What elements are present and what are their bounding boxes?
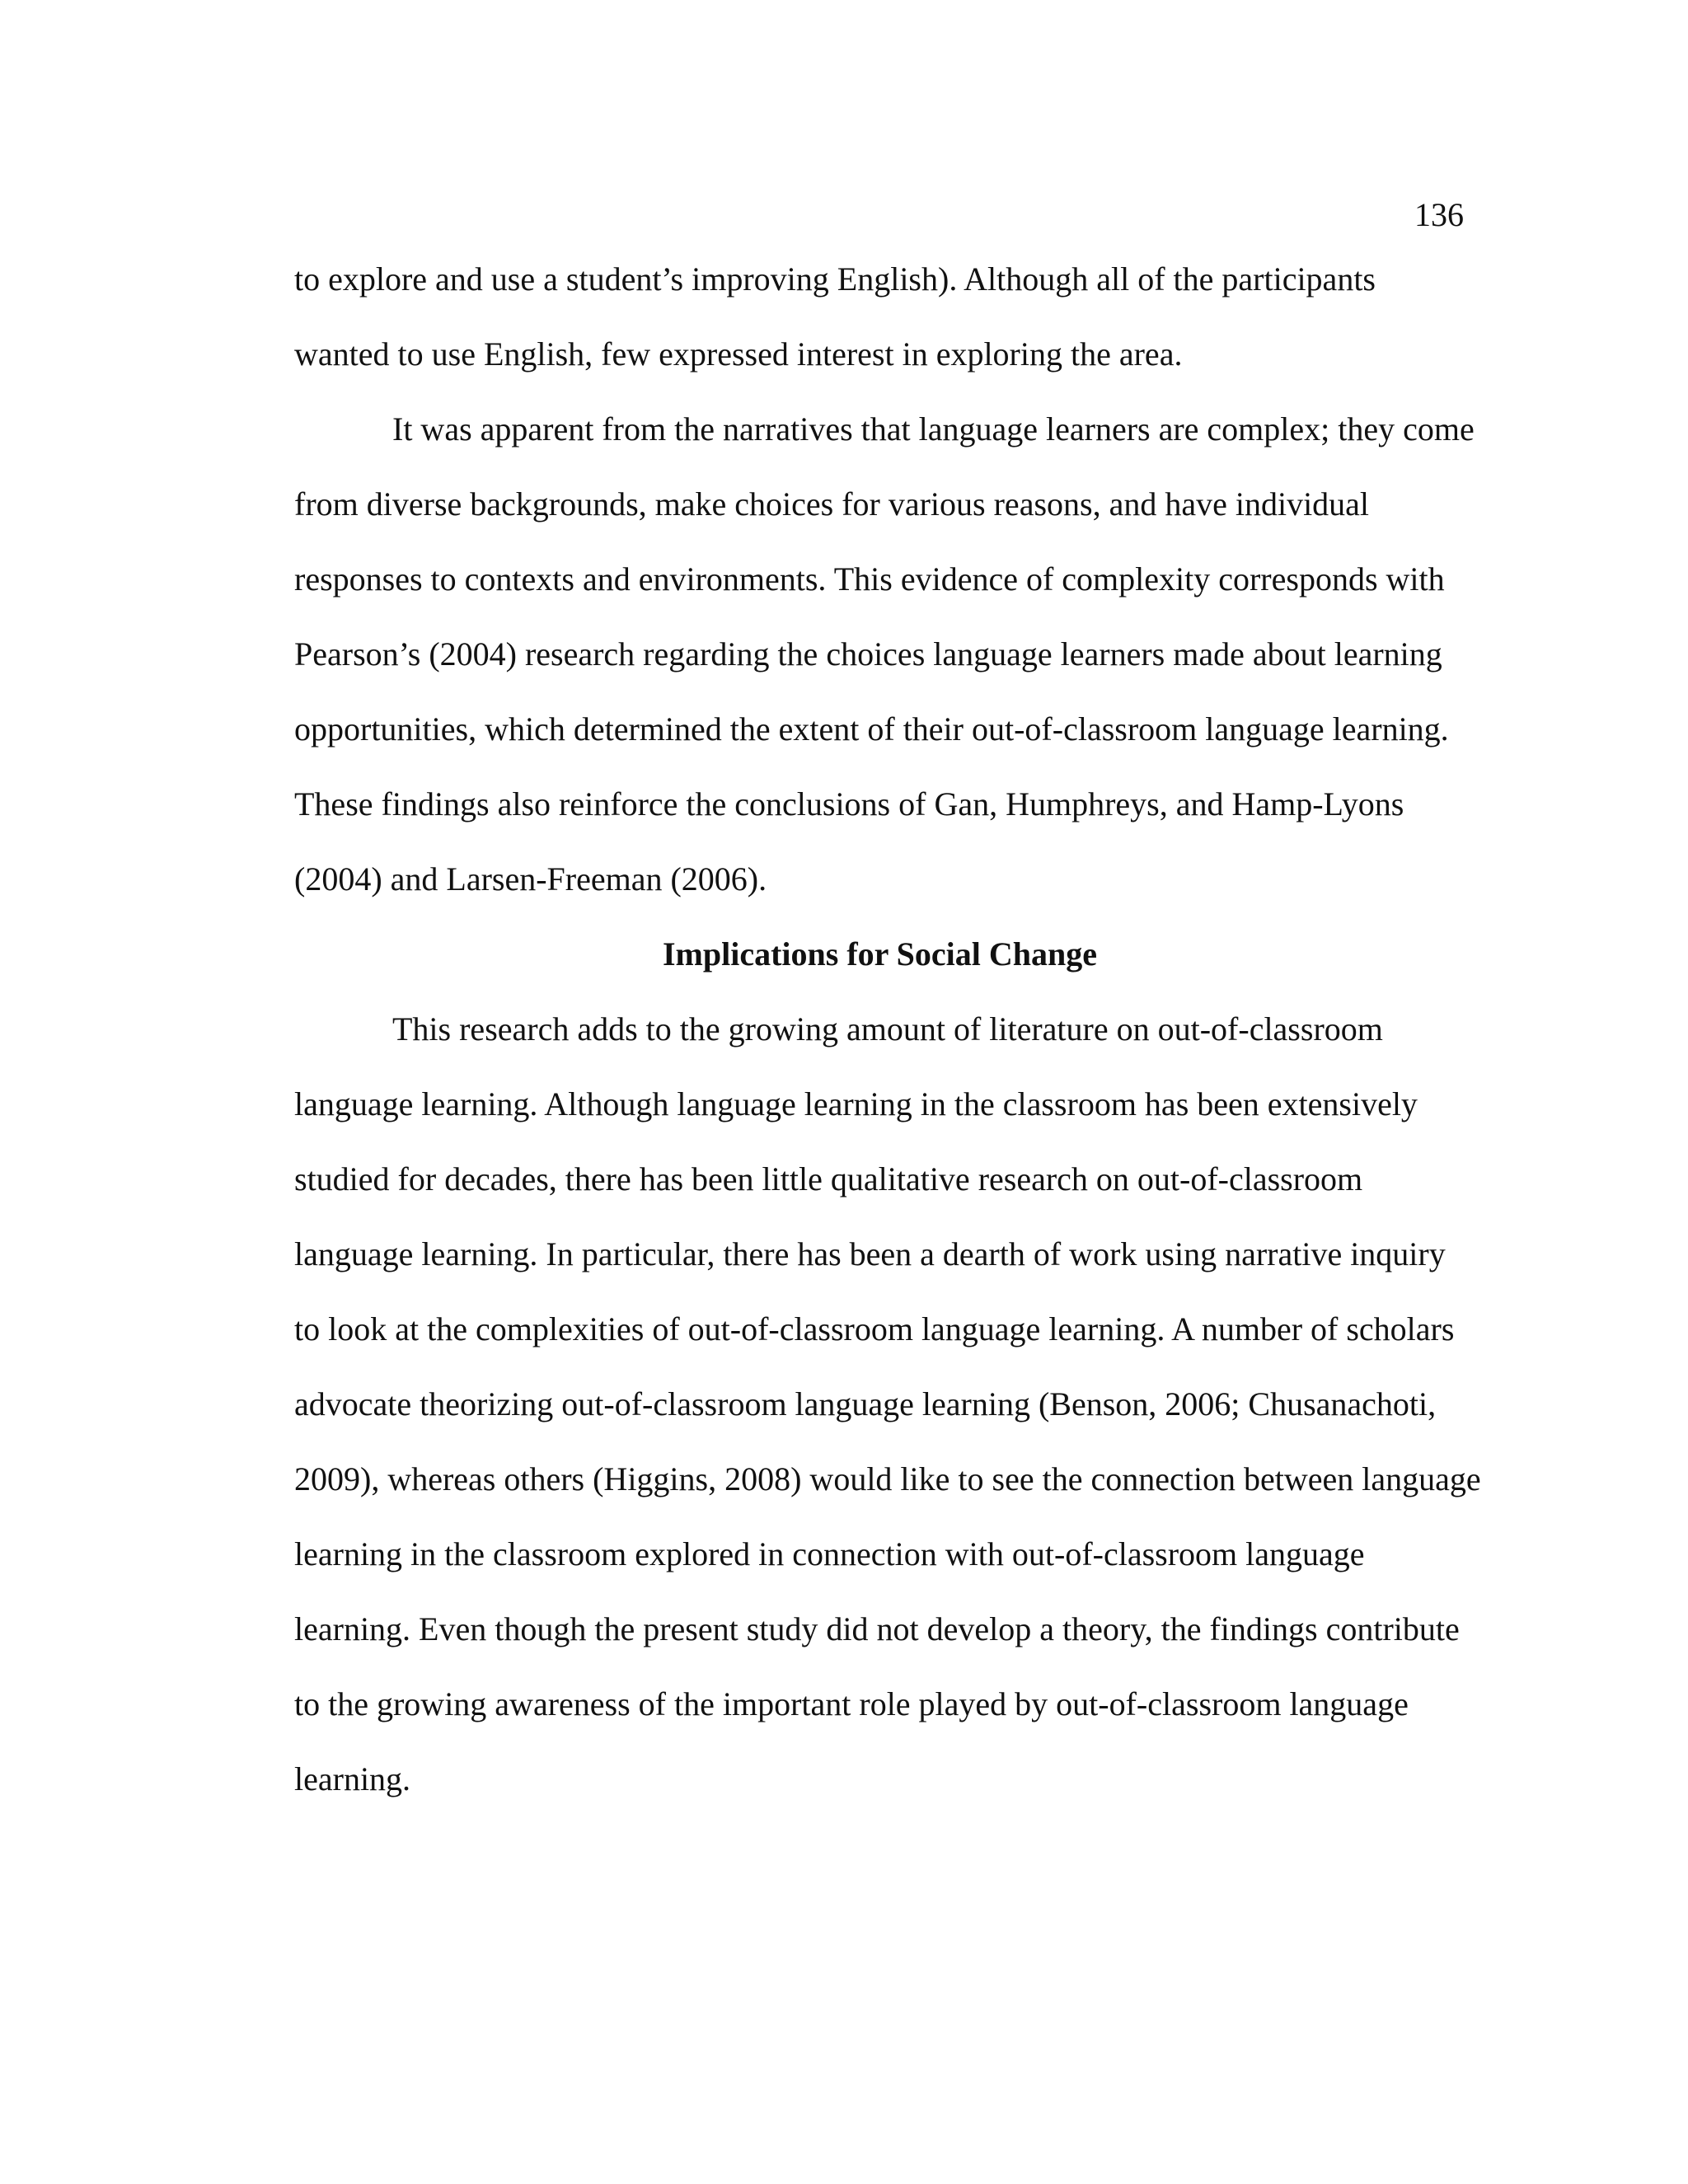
text-line: language learning. In particular, there has been a dearth of work using narrative inquiry <box>294 1235 1446 1272</box>
text-line: Pearson’s (2004) research regarding the choices language learners made about learning <box>294 635 1442 673</box>
text-line: responses to contexts and environments. This evidence of complexity corresponds with <box>294 560 1445 598</box>
text-line: These findings also reinforce the conclusions of Gan, Humphreys, and Hamp-Lyons <box>294 785 1404 823</box>
text-line: language learning. Although language learning in the classroom has been extensively <box>294 1085 1418 1122</box>
text-line: opportunities, which determined the extent of their out-of-classroom language learning. <box>294 710 1449 748</box>
text-line: studied for decades, there has been little qualitative research on out-of-classroom <box>294 1160 1363 1197</box>
text-line: 2009), whereas others (Higgins, 2008) would like to see the connection between language <box>294 1460 1481 1497</box>
text-line: to the growing awareness of the important role played by out-of-classroom language <box>294 1685 1409 1722</box>
text-line: (2004) and Larsen-Freeman (2006). <box>294 860 767 898</box>
text-line: learning. Even though the present study did not develop a theory, the findings contribute <box>294 1610 1460 1647</box>
text-line: learning in the classroom explored in connection with out-of-classroom language <box>294 1535 1365 1572</box>
page-number: 136 <box>1414 196 1464 233</box>
text-line: to explore and use a student’s improving English). Although all of the participants <box>294 260 1376 298</box>
text-line: wanted to use English, few expressed interest in exploring the area. <box>294 335 1183 373</box>
section-heading: Implications for Social Change <box>662 935 1098 972</box>
text-line: from diverse backgrounds, make choices for various reasons, and have individual <box>294 485 1370 523</box>
text-line: to look at the complexities of out-of-classroom language learning. A number of scholars <box>294 1310 1455 1347</box>
text-line: advocate theorizing out-of-classroom language learning (Benson, 2006; Chusanachoti, <box>294 1385 1437 1422</box>
text-line: It was apparent from the narratives that language learners are complex; they come <box>392 410 1475 448</box>
text-line: This research adds to the growing amount of literature on out-of-classroom <box>392 1010 1383 1047</box>
text-line: learning. <box>294 1760 411 1797</box>
